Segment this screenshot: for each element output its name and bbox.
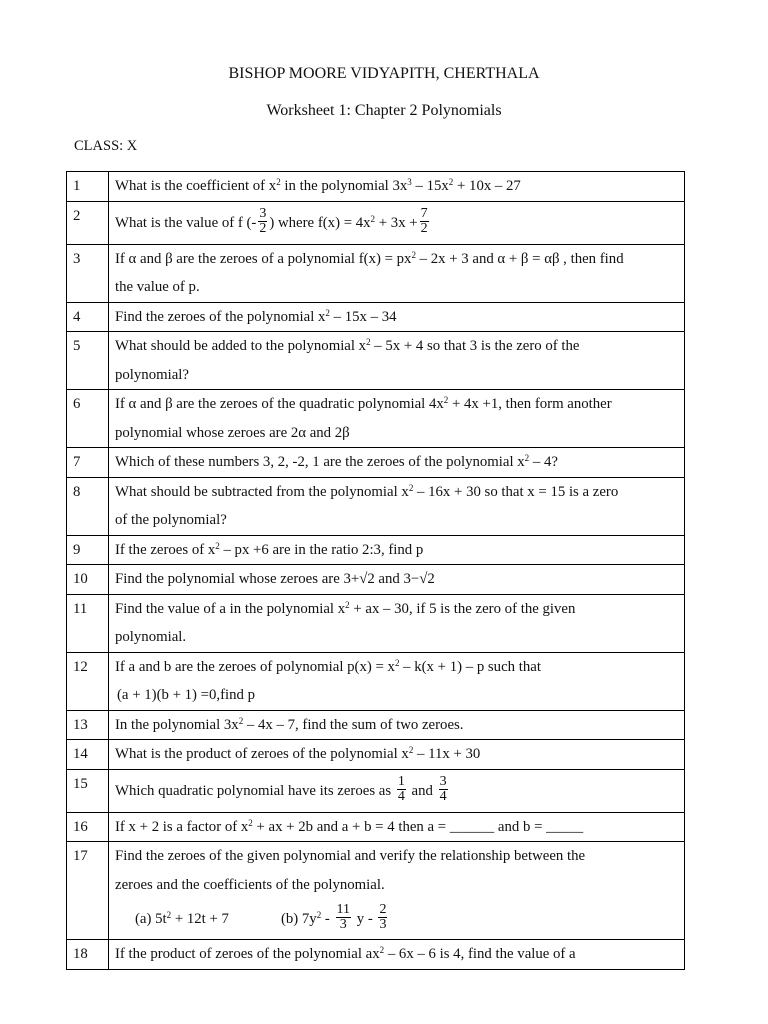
question-row-1 xyxy=(67,172,685,202)
worksheet-title: Worksheet 1: Chapter 2 Polynomials xyxy=(266,102,502,119)
question-number: 14 xyxy=(67,740,109,770)
question-text: What should be added to the polynomial $x^2 - 5x + 4$ so that 3 is the zero of the polynomial? xyxy=(109,332,685,390)
question-row-10 xyxy=(67,565,685,595)
class-label: CLASS: X xyxy=(74,138,138,154)
question-number: 10 xyxy=(67,565,109,595)
question-row-9 xyxy=(67,535,685,565)
question-row-14 xyxy=(67,740,685,770)
question-row-13 xyxy=(67,710,685,740)
question-text: If a and b are the zeroes of polynomial $p(x) = x^2 - k(x + 1) - p$ such that (a + 1)(b + 1) =0,find p xyxy=(109,652,685,710)
question-table xyxy=(66,171,685,970)
question-text: In the polynomial $3x^2 - 4x - 7$, find the sum of two zeroes. xyxy=(109,710,685,740)
question-row-16 xyxy=(67,812,685,842)
question-row-4 xyxy=(67,302,685,332)
question-text: Find the polynomial whose zeroes are 3+√2 and 3−√2 xyxy=(109,565,685,595)
question-number: 2 xyxy=(67,201,109,244)
question-text: If α and β are the zeroes of a polynomial $f(x) = px^2 - 2x + 3$ and α + β = αβ , then find the value of p. xyxy=(109,244,685,302)
question-number: 18 xyxy=(67,940,109,970)
question-number: 9 xyxy=(67,535,109,565)
question-text: What is the product of zeroes of the polynomial $x^2 - 11x + 30$ xyxy=(109,740,685,770)
question-text: What should be subtracted from the polynomial $x^2 - 16x + 30$ so that x = 15 is a zero of the polynomial? xyxy=(109,477,685,535)
question-text: What is the value of f (- $\frac{3}{2}$ ) where $f(x) = 4x^2 + 3x$ + $\frac{7}{2}$ xyxy=(109,201,685,244)
question-number: 5 xyxy=(67,332,109,390)
question-row-3 xyxy=(67,244,685,302)
question-row-2 xyxy=(67,201,685,244)
question-number: 8 xyxy=(67,477,109,535)
question-text: If α and β are the zeroes of the quadratic polynomial $4x^2 + 4x +1$, then form another polynomial whose zeroes are 2α and 2β xyxy=(109,390,685,448)
question-text: Which of these numbers 3, 2, -2, 1 are the zeroes of the polynomial $x^2 - 4$? xyxy=(109,448,685,478)
question-text: What is the coefficient of $x^2$ in the polynomial $3x^3 - 15x^2 + 10x - 27$ xyxy=(109,172,685,202)
question-number: 16 xyxy=(67,812,109,842)
question-row-12 xyxy=(67,652,685,710)
fraction: $\frac{7}{2}$ xyxy=(420,205,428,236)
fraction: $\frac{3}{2}$ xyxy=(259,205,267,236)
question-text: If the zeroes of $x^2$ – px +6 are in the ratio 2:3, find p xyxy=(109,535,685,565)
fraction: $\frac{3}{4}$ xyxy=(439,773,447,804)
question-number: 11 xyxy=(67,594,109,652)
question-number: 3 xyxy=(67,244,109,302)
fraction: $\frac{1}{4}$ xyxy=(397,773,405,804)
question-row-17 xyxy=(67,842,685,940)
question-text: Find the zeroes of the given polynomial and verify the relationship between the zeroes and the coefficients of the polynomial. (a) $5t^2 + 12t + 7$ (b) $7y^2$ - $\frac{11}{3}$ y - $\frac{2}{3}$ xyxy=(109,842,685,940)
question-number: 17 xyxy=(67,842,109,940)
question-text: Find the zeroes of the polynomial $x^2 - 15x - 34$ xyxy=(109,302,685,332)
question-number: 15 xyxy=(67,769,109,812)
question-number: 12 xyxy=(67,652,109,710)
question-text: Which quadratic polynomial have its zeroes as $\frac{1}{4}$ and $\frac{3}{4}$ xyxy=(109,769,685,812)
question-text: If the product of zeroes of the polynomial $ax^2 - 6x - 6$ is 4, find the value of a xyxy=(109,940,685,970)
question-number: 6 xyxy=(67,390,109,448)
question-row-5 xyxy=(67,332,685,390)
question-number: 4 xyxy=(67,302,109,332)
question-number: 1 xyxy=(67,172,109,202)
question-text: Find the value of a in the polynomial $x^2$ + ax – 30, if 5 is the zero of the given polynomial. xyxy=(109,594,685,652)
fraction: $\frac{11}{3}$ xyxy=(336,902,351,933)
question-row-8 xyxy=(67,477,685,535)
question-row-7 xyxy=(67,448,685,478)
question-row-18 xyxy=(67,940,685,970)
question-row-6 xyxy=(67,390,685,448)
school-name: BISHOP MOORE VIDYAPITH, CHERTHALA xyxy=(228,65,540,82)
question-number: 13 xyxy=(67,710,109,740)
fraction: $\frac{2}{3}$ xyxy=(379,902,387,933)
question-number: 7 xyxy=(67,448,109,478)
question-row-11 xyxy=(67,594,685,652)
question-row-15 xyxy=(67,769,685,812)
question-text: If x + 2 is a factor of $x^2$ + ax + 2b and a + b = 4 then a = ______ and b = _____ xyxy=(109,812,685,842)
